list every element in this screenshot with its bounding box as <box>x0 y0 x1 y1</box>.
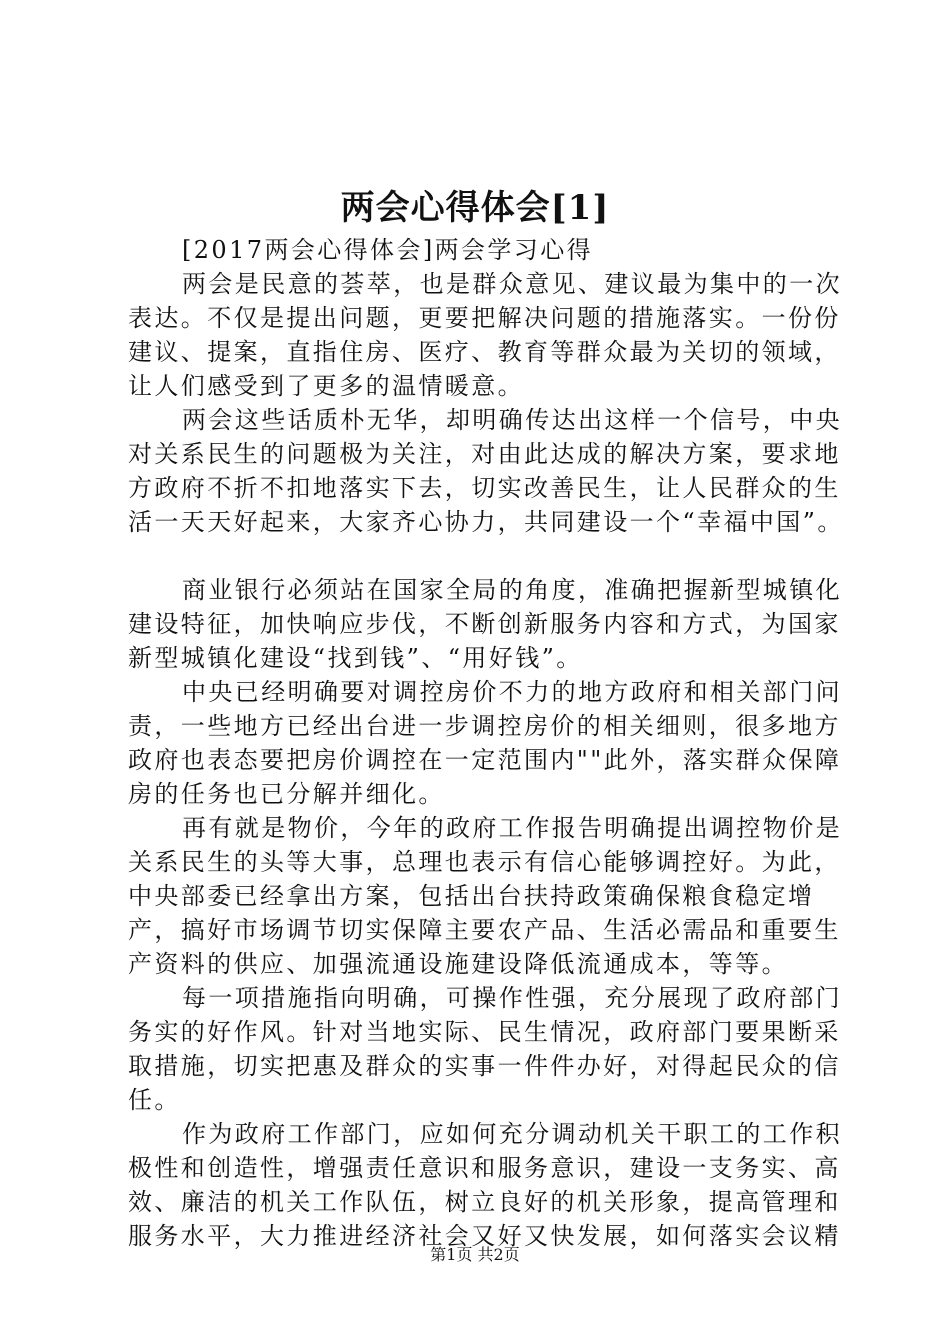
paragraph: 作为政府工作部门，应如何充分调动机关干职工的工作积极性和创造性，增强责任意识和服务意识，建设一支务实、高效、廉洁的机关工作队伍，树立良好的机关形象，提高管理和服务水平，大力推进经济社会又好又快发展，如何落实会议精 <box>128 1120 842 1250</box>
paragraph: 两会这些话质朴无华，却明确传达出这样一个信号，中央对关系民生的问题极为关注，对由此达成的解决方案，要求地方政府不折不扣地落实下去，切实改善民生，让人民群众的生活一天天好起来，大家齐心协力，共同建设一个“幸福中国”。 <box>128 406 844 536</box>
document-body <box>128 233 848 1253</box>
page-title: 两会心得体会[1] <box>340 188 610 228</box>
paragraph-subtitle: [2017两会心得体会]两会学习心得 <box>182 236 594 264</box>
page-footer: 第1页 共2页 <box>430 1245 520 1264</box>
paragraph: 每一项措施指向明确，可操作性强，充分展现了政府部门务实的好作风。针对当地实际、民生情况，政府部门要果断采取措施，切实把惠及群众的实事一件件办好，对得起民众的信任。 <box>128 984 842 1114</box>
paragraph: 两会是民意的荟萃，也是群众意见、建议最为集中的一次表达。不仅是提出问题，更要把解决问题的措施落实。一份份建议、提案，直指住房、医疗、教育等群众最为关切的领域，让人们感受到了更多的温情暖意。 <box>128 270 842 400</box>
paragraph: 再有就是物价，今年的政府工作报告明确提出调控物价是关系民生的头等大事，总理也表示有信心能够调控好。为此，中央部委已经拿出方案，包括出台扶持政策确保粮食稳定增产，搞好市场调节切实保障主要农产品、生活必需品和重要生产资料的供应、加强流通设施建设降低流通成本，等等。 <box>128 814 842 978</box>
paragraph: 中央已经明确要对调控房价不力的地方政府和相关部门问责，一些地方已经出台进一步调控房价的相关细则，很多地方政府也表态要把房价调控在一定范围内""此外，落实群众保障房的任务也已分解并细化。 <box>128 678 842 808</box>
paragraph: 商业银行必须站在国家全局的角度，准确把握新型城镇化建设特征，加快响应步伐，不断创新服务内容和方式，为国家新型城镇化建设“找到钱”、“用好钱”。 <box>128 576 842 672</box>
